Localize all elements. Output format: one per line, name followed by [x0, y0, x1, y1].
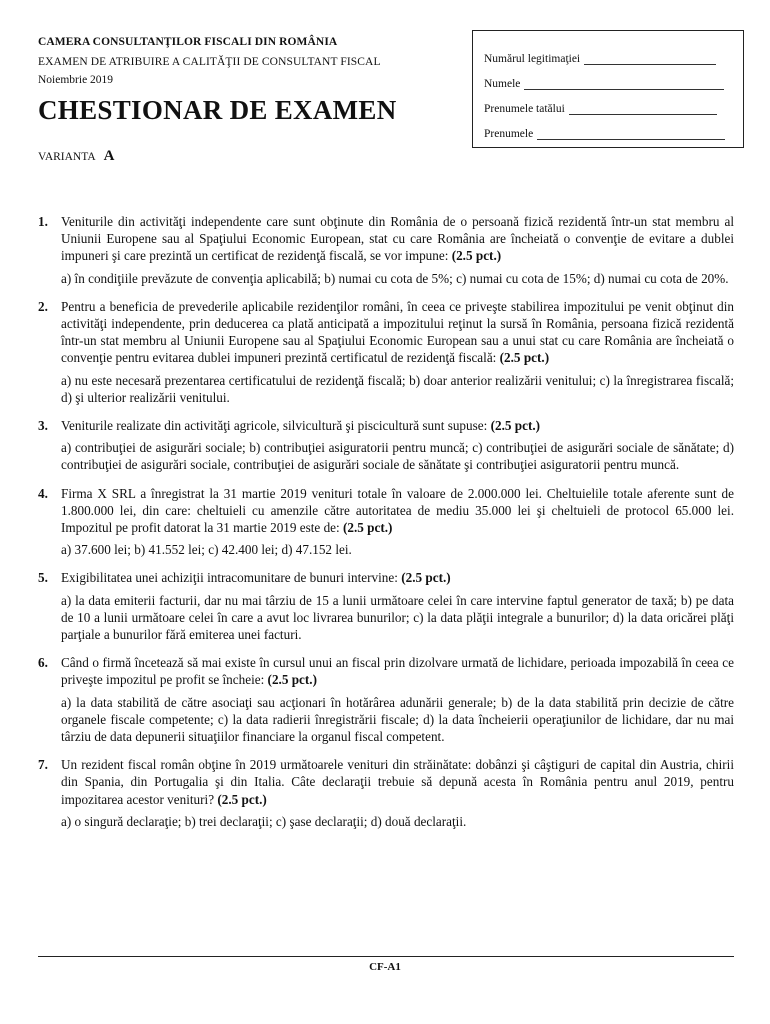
question-points: (2.5 pct.): [217, 791, 267, 807]
question-body: Un rezident fiscal român obţine în 2019 următoarele venituri din străinătate: dobânzi şi câştiguri de capital din Austria, chirii din Spania, din Portugalia şi din Italia. Câte declaraţii trebuie să depună acesta în România pentru anul 2019, pentru impozitarea acestor venituri?: [61, 757, 734, 807]
question-number: 6.: [38, 655, 48, 671]
id-field-prenume[interactable]: [484, 115, 743, 140]
question-text: [38, 298, 734, 367]
fill-line: [524, 80, 724, 90]
organization-name: CAMERA CONSULTANŢILOR FISCALI DIN ROMÂNIA: [38, 36, 338, 48]
question-body: Firma X SRL a înregistrat la 31 martie 2019 venituri totale în valoare de 2.000.000 lei. Cheltuielile totale aferente sunt de 1.800.000 lei, din care: cheltuieli cu amenzile către autoritatea de mediu 35.000 lei şi cheltuieli de protocol 65.000 lei. Impozitul pe profit datorat la 31 martie 2019 este de:: [61, 485, 734, 536]
question-list: [38, 213, 734, 841]
answer-options: a) contribuţiei de asigurări sociale; b) contribuţiei asiguratorii pentru muncă; c) contribuţiei de asigurări sociale de sănătate; d) contribuţiei de asigurări sociale, contribuţiei de asigurări sociale de sănătate şi contribuţiei asiguratorii pentru muncă.: [61, 440, 734, 473]
question-text: [38, 569, 734, 586]
question-6: [38, 654, 734, 745]
answer-options: a) la data stabilită de către asociaţi sau acţionari în hotărârea adunării generale; b) de la data stabilită prin decizie de către organele fiscale competente; c) la data radierii înregistrării fiscale; d) la data încheierii operaţiunilor de lichidare, dar nu mai târziu de data depunerii situaţiilor financiare la organul fiscal competent.: [61, 694, 734, 745]
question-7: [38, 756, 734, 830]
exam-name: EXAMEN DE ATRIBUIRE A CALITĂŢII DE CONSULTANT FISCAL: [38, 56, 381, 68]
id-field-label: Prenumele tatălui: [484, 103, 565, 115]
question-text: [38, 213, 734, 265]
page-code: CF-A1: [369, 961, 401, 973]
question-number: 7.: [38, 757, 48, 773]
question-number: 2.: [38, 298, 48, 314]
question-3: [38, 417, 734, 474]
fill-line: [584, 55, 716, 65]
variant-line: [38, 148, 115, 165]
answer-options: a) 37.600 lei; b) 41.552 lei; c) 42.400 lei; d) 47.152 lei.: [61, 542, 352, 558]
candidate-id-box: [472, 30, 744, 148]
variant-label: VARIANTA: [38, 151, 96, 163]
question-points: (2.5 pct.): [342, 520, 393, 536]
question-text: [38, 485, 734, 537]
fill-line: [569, 105, 717, 115]
question-text: [38, 654, 734, 688]
question-number: 4.: [38, 485, 48, 501]
fill-line: [537, 130, 725, 140]
question-body: Exigibilitatea unei achiziţii intracomunitare de bunuri intervine:: [61, 570, 398, 586]
id-field-legitimatie[interactable]: [484, 40, 743, 65]
question-text: [38, 417, 734, 434]
question-1: [38, 213, 734, 287]
question-body: Veniturile din activităţi independente care sunt obţinute din România de o persoană fizică rezidentă într-un stat membru al Uniunii Europene sau al Spaţiului Economic European, stat cu care România are încheiată o convenţie de evitare a dublei impuneri şi care prezintă un certificat de rezidenţă fiscală, se vor impune:: [61, 214, 734, 264]
id-field-label: Prenumele: [484, 128, 534, 140]
question-number: 3.: [38, 418, 48, 434]
footer-divider: [38, 956, 734, 957]
answer-options: a) o singură declaraţie; b) trei declaraţii; c) şase declaraţii; d) două declaraţii.: [61, 813, 467, 829]
question-points: (2.5 pct.): [499, 350, 550, 366]
question-4: [38, 485, 734, 559]
question-number: 5.: [38, 570, 48, 586]
question-points: (2.5 pct.): [451, 248, 502, 264]
document-header: [38, 36, 458, 126]
question-5: [38, 569, 734, 643]
exam-date: Noiembrie 2019: [38, 74, 114, 86]
variant-value: A: [103, 148, 115, 164]
id-field-label: Numărul legitimaţiei: [484, 53, 581, 65]
question-text: [38, 756, 734, 808]
answer-options: a) nu este necesară prezentarea certificatului de rezidenţă fiscală; b) doar anterior realizării venitului; c) la înregistrarea fiscală; d) şi ulterior realizării venitului.: [61, 372, 734, 405]
question-body: Veniturile realizate din activităţi agricole, silvicultură şi piscicultură sunt supuse:: [61, 418, 488, 434]
id-field-label: Numele: [484, 78, 521, 90]
question-points: (2.5 pct.): [490, 418, 541, 434]
question-body: Când o firmă încetează să mai existe în cursul unui an fiscal prin dizolvare urmată de lichidare, perioada impozabilă în ceea ce priveşte impozitul pe profit se încheie:: [61, 655, 734, 688]
answer-options: a) în condiţiile prevăzute de convenţia aplicabilă; b) numai cu cota de 5%; c) numai cu cota de 15%; d) numai cu cota de 20%.: [61, 270, 729, 286]
page-title: CHESTIONAR DE EXAMEN: [38, 95, 397, 125]
answer-options: a) la data emiterii facturii, dar nu mai târziu de 15 a lunii următoare celei în care intervine faptul generator de taxă; b) pe data de 10 a lunii următoare celei în care a avut loc livrarea bunurilor; c) la data plăţii integrale a bunurilor; d) la data oricărei plăţi parţiale a bunurilor fără emiterea unei facturi.: [61, 592, 734, 643]
question-points: (2.5 pct.): [267, 672, 317, 688]
question-body: Pentru a beneficia de prevederile aplicabile rezidenţilor români, în ceea ce priveşte stabilirea impozitului pe venit obţinut din activităţi independente, prin deducerea ca plată anticipată a impozitului reţinut la sursă în România, persoana fizică rezidentă într-un stat membru al Uniunii Europene sau al Spaţiului Economic European sau a unui stat cu care România are încheiată o convenţie pentru evitarea dublei impuneri prezintă certificatul de rezidenţă fiscală:: [61, 298, 734, 366]
id-field-nume[interactable]: [484, 65, 743, 90]
question-number: 1.: [38, 214, 48, 229]
id-field-prenume-tatalui[interactable]: [484, 90, 743, 115]
question-2: [38, 298, 734, 406]
question-points: (2.5 pct.): [401, 570, 451, 586]
